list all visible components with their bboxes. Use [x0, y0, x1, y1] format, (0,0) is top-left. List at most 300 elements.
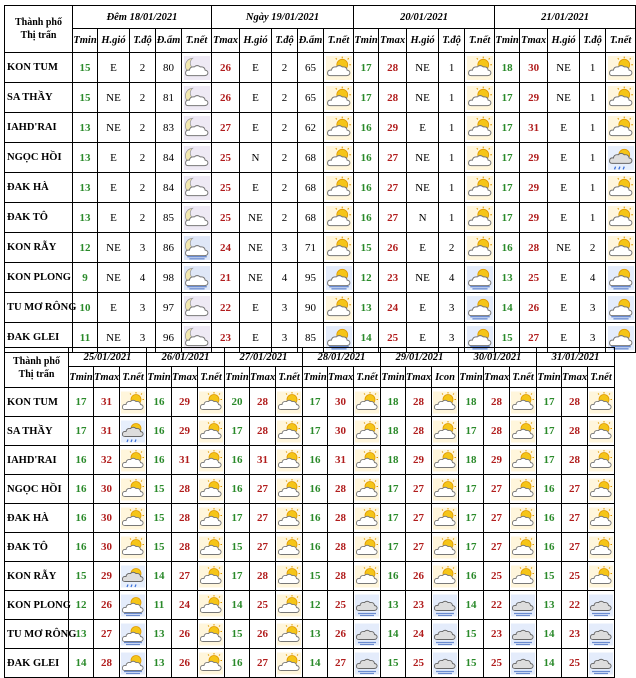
table-row — [5, 203, 636, 233]
sun-cloud-icon — [433, 507, 457, 530]
weather-icon-cell — [324, 53, 354, 83]
tmax-value: 23 — [562, 620, 588, 649]
tmin-value: 14 — [381, 620, 406, 649]
weather-icon-cell — [198, 504, 225, 533]
column-header: T.nết — [510, 367, 537, 388]
tmin-value: 16 — [459, 562, 484, 591]
cloud-fog-icon — [433, 652, 457, 675]
humidity: 71 — [298, 233, 324, 263]
wind-speed: 2 — [130, 53, 156, 83]
sun-cloud-icon — [355, 536, 379, 559]
sun-fog-icon — [608, 296, 634, 320]
weather-icon-cell — [588, 446, 615, 475]
humidity: 83 — [156, 113, 182, 143]
weather-icon-cell — [182, 293, 212, 323]
wind-speed: 1 — [439, 203, 465, 233]
weather-icon-cell — [606, 203, 636, 233]
wind-direction: NE — [407, 173, 439, 203]
sun-cloud-icon — [199, 449, 223, 472]
sun-cloud-icon — [589, 536, 613, 559]
tmax-value: 25 — [406, 649, 432, 678]
wind-speed: 2 — [272, 113, 298, 143]
table-row — [5, 53, 636, 83]
weather-icon-cell — [324, 263, 354, 293]
sun-fog-icon — [608, 326, 634, 350]
humidity: 85 — [156, 203, 182, 233]
city-name: IAHD'RAI — [5, 446, 69, 475]
tmax-value: 25 — [212, 143, 240, 173]
weather-icon-cell — [276, 417, 303, 446]
weather-icon-cell — [510, 388, 537, 417]
tmin-value: 15 — [303, 562, 328, 591]
sun-cloud-icon — [326, 176, 352, 200]
tmax-value: 29 — [172, 417, 198, 446]
sun-cloud-icon — [433, 391, 457, 414]
tmin-value: 16 — [354, 173, 379, 203]
tmax-value: 28 — [379, 83, 407, 113]
sun-cloud-icon — [511, 420, 535, 443]
tmax-value: 22 — [212, 293, 240, 323]
humidity: 85 — [298, 323, 324, 353]
wind-speed: 2 — [130, 113, 156, 143]
tmin-value: 15 — [459, 620, 484, 649]
wind-speed: 2 — [272, 203, 298, 233]
tmax-value: 24 — [172, 591, 198, 620]
tmin-value: 17 — [537, 388, 562, 417]
cloud-fog-icon — [511, 623, 535, 646]
weather-icon-cell — [120, 388, 147, 417]
weather-icon-cell — [606, 113, 636, 143]
tmax-value: 28 — [562, 388, 588, 417]
tmin-value: 13 — [69, 620, 94, 649]
wind-direction: NE — [98, 233, 130, 263]
city-name: ĐAK GLEI — [5, 649, 69, 678]
weather-icon-cell — [182, 263, 212, 293]
column-header: Tmax — [172, 367, 198, 388]
city-name: ĐAK GLEI — [5, 323, 73, 353]
column-header: T.nết — [182, 29, 212, 53]
tmin-value: 20 — [225, 388, 250, 417]
tmax-value: 28 — [562, 446, 588, 475]
tmax-value: 28 — [484, 388, 510, 417]
column-header: Tmax — [406, 367, 432, 388]
cloud-fog-icon — [433, 623, 457, 646]
tmin-value: 16 — [303, 475, 328, 504]
night-cloud-icon — [184, 326, 210, 350]
tmax-value: 27 — [562, 504, 588, 533]
sun-cloud-icon — [199, 623, 223, 646]
wind-speed: 3 — [272, 233, 298, 263]
tmax-value: 28 — [562, 417, 588, 446]
wind-speed: 1 — [580, 203, 606, 233]
tmax-value: 28 — [172, 475, 198, 504]
humidity: 62 — [298, 113, 324, 143]
tmax-value: 21 — [212, 263, 240, 293]
wind-speed: 1 — [580, 173, 606, 203]
tmin-value: 12 — [303, 591, 328, 620]
tmin-value: 16 — [537, 504, 562, 533]
weather-icon-cell — [182, 83, 212, 113]
tmin-value: 15 — [147, 504, 172, 533]
column-header: Tmin — [381, 367, 406, 388]
weather-icon-cell — [354, 620, 381, 649]
table-row — [5, 446, 615, 475]
wind-speed: 3 — [439, 323, 465, 353]
tmin-value: 16 — [69, 533, 94, 562]
tmin-value: 17 — [495, 173, 520, 203]
wind-speed: 2 — [130, 143, 156, 173]
weather-icon-cell — [510, 475, 537, 504]
wind-direction: NE — [240, 263, 272, 293]
weather-icon-cell — [182, 233, 212, 263]
weather-icon-cell — [432, 591, 459, 620]
tmax-value: 25 — [379, 323, 407, 353]
tmax-value: 25 — [250, 591, 276, 620]
tmin-value: 15 — [73, 53, 98, 83]
night-cloud-icon — [184, 116, 210, 140]
weather-icon-cell — [354, 504, 381, 533]
sun-cloud-icon — [608, 116, 634, 140]
tmax-value: 24 — [379, 293, 407, 323]
tmin-value: 16 — [69, 446, 94, 475]
table-row — [5, 533, 615, 562]
sun-cloud-icon — [326, 86, 352, 110]
weather-icon-cell — [276, 446, 303, 475]
city-column-header — [5, 6, 73, 53]
date-group-header: 20/01/2021 — [354, 6, 495, 29]
wind-speed: 2 — [130, 83, 156, 113]
city-header-line1: Thành phố — [13, 355, 60, 367]
tmin-value: 17 — [459, 533, 484, 562]
wind-direction: NE — [98, 263, 130, 293]
wind-speed: 3 — [580, 293, 606, 323]
tmin-value: 15 — [225, 620, 250, 649]
tmax-value: 27 — [172, 562, 198, 591]
wind-speed: 2 — [272, 53, 298, 83]
wind-speed: 2 — [439, 233, 465, 263]
tmin-value: 17 — [225, 504, 250, 533]
column-header: T.nết — [198, 367, 225, 388]
tmax-value: 25 — [328, 591, 354, 620]
humidity: 80 — [156, 53, 182, 83]
weather-icon-cell — [324, 143, 354, 173]
weather-icon-cell — [354, 562, 381, 591]
tmin-value: 17 — [495, 143, 520, 173]
wind-direction: E — [240, 293, 272, 323]
weather-icon-cell — [432, 504, 459, 533]
tmax-value: 31 — [94, 388, 120, 417]
date-group-header: 27/01/2021 — [225, 348, 303, 367]
sun-cloud-icon — [511, 565, 535, 588]
tmin-value: 15 — [354, 233, 379, 263]
weather-icon-cell — [182, 113, 212, 143]
city-name: TU MƠ RÔNG — [5, 293, 73, 323]
tmax-value: 27 — [250, 504, 276, 533]
tmax-value: 26 — [172, 620, 198, 649]
city-name: ĐAK TÔ — [5, 203, 73, 233]
cloud-fog-icon — [433, 594, 457, 617]
column-header: Tmax — [328, 367, 354, 388]
weather-icon-cell — [606, 233, 636, 263]
sun-cloud-icon — [589, 420, 613, 443]
tmax-value: 29 — [94, 562, 120, 591]
weather-icon-cell — [276, 620, 303, 649]
wind-direction: E — [548, 173, 580, 203]
tmax-value: 24 — [212, 233, 240, 263]
weather-icon-cell — [465, 83, 495, 113]
sun-fog-icon — [467, 266, 493, 290]
tmin-value: 18 — [459, 388, 484, 417]
column-header: T.nết — [606, 29, 636, 53]
wind-direction: E — [98, 293, 130, 323]
tmin-value: 16 — [537, 533, 562, 562]
tmin-value: 17 — [459, 475, 484, 504]
tmax-value: 31 — [520, 113, 548, 143]
sun-cloud-icon — [121, 478, 145, 501]
weather-icon-cell — [354, 649, 381, 678]
sun-fog-icon — [121, 623, 145, 646]
sun-cloud-icon — [511, 449, 535, 472]
city-name: KON RẪY — [5, 233, 73, 263]
weather-icon-cell — [510, 591, 537, 620]
tmax-value: 30 — [94, 533, 120, 562]
column-header: Tmin — [459, 367, 484, 388]
column-header: T.nết — [588, 367, 615, 388]
tmax-value: 26 — [406, 562, 432, 591]
column-header: Tmin — [69, 367, 94, 388]
tmax-value: 30 — [94, 504, 120, 533]
weather-icon-cell — [465, 53, 495, 83]
tmax-value: 24 — [406, 620, 432, 649]
weather-icon-cell — [465, 233, 495, 263]
tmax-value: 29 — [484, 446, 510, 475]
tmax-value: 28 — [328, 504, 354, 533]
weather-icon-cell — [198, 446, 225, 475]
city-name: KON TUM — [5, 53, 73, 83]
column-header: Tmin — [495, 29, 520, 53]
tmin-value: 18 — [381, 446, 406, 475]
humidity: 65 — [298, 83, 324, 113]
sun-rain-icon — [121, 565, 145, 588]
tmax-value: 29 — [406, 446, 432, 475]
wind-speed: 2 — [272, 83, 298, 113]
column-header: Tmax — [484, 367, 510, 388]
tmax-value: 27 — [94, 620, 120, 649]
wind-speed: 4 — [130, 263, 156, 293]
weather-icon-cell — [324, 293, 354, 323]
humidity: 97 — [156, 293, 182, 323]
sun-cloud-icon — [355, 565, 379, 588]
weather-icon-cell — [198, 591, 225, 620]
weather-icon-cell — [588, 475, 615, 504]
tmin-value: 16 — [225, 475, 250, 504]
sun-cloud-icon — [121, 507, 145, 530]
sun-cloud-icon — [199, 565, 223, 588]
date-group-header: 25/01/2021 — [69, 348, 147, 367]
weather-icon-cell — [276, 388, 303, 417]
cloud-fog-icon — [511, 652, 535, 675]
city-name: ĐAK HÀ — [5, 173, 73, 203]
sun-cloud-icon — [467, 116, 493, 140]
tmax-value: 30 — [94, 475, 120, 504]
tmin-value: 16 — [147, 417, 172, 446]
weather-icon-cell — [120, 417, 147, 446]
tmax-value: 29 — [520, 203, 548, 233]
weather-icon-cell — [432, 417, 459, 446]
cloud-fog-icon — [589, 652, 613, 675]
cloud-fog-icon — [355, 594, 379, 617]
wind-direction: NE — [98, 323, 130, 353]
sun-cloud-icon — [608, 236, 634, 260]
wind-speed: 1 — [580, 83, 606, 113]
night-cloud-icon — [184, 206, 210, 230]
weather-icon-cell — [120, 504, 147, 533]
weather-icon-cell — [432, 475, 459, 504]
humidity: 95 — [298, 263, 324, 293]
sun-cloud-icon — [199, 536, 223, 559]
city-name: KON PLONG — [5, 591, 69, 620]
column-header: Tmin — [225, 367, 250, 388]
sun-cloud-icon — [199, 507, 223, 530]
wind-direction: E — [407, 113, 439, 143]
wind-direction: NE — [548, 233, 580, 263]
wind-speed: 3 — [272, 293, 298, 323]
tmin-value: 13 — [303, 620, 328, 649]
sun-cloud-icon — [326, 116, 352, 140]
column-header: H.gió — [98, 29, 130, 53]
tmin-value: 13 — [73, 203, 98, 233]
tmax-value: 31 — [172, 446, 198, 475]
sun-cloud-icon — [199, 391, 223, 414]
city-name: ĐAK HÀ — [5, 504, 69, 533]
tmin-value: 14 — [354, 323, 379, 353]
weather-icon-cell — [354, 533, 381, 562]
sun-fog-icon — [608, 266, 634, 290]
tmin-value: 15 — [225, 533, 250, 562]
sun-cloud-icon — [355, 478, 379, 501]
column-header: Đ.ẩm — [298, 29, 324, 53]
weather-icon-cell — [182, 143, 212, 173]
sun-cloud-icon — [199, 652, 223, 675]
tmin-value: 16 — [303, 504, 328, 533]
tmax-value: 27 — [379, 203, 407, 233]
tmin-value: 13 — [73, 113, 98, 143]
tmin-value: 17 — [537, 446, 562, 475]
sun-cloud-icon — [326, 56, 352, 80]
sun-cloud-icon — [277, 652, 301, 675]
tmax-value: 27 — [406, 504, 432, 533]
city-name: KON TUM — [5, 388, 69, 417]
humidity: 68 — [298, 143, 324, 173]
tmax-value: 25 — [562, 649, 588, 678]
sun-cloud-icon — [589, 391, 613, 414]
tmax-value: 28 — [328, 533, 354, 562]
column-header: T.độ — [580, 29, 606, 53]
weather-icon-cell — [276, 533, 303, 562]
weather-icon-cell — [588, 504, 615, 533]
tmax-value: 26 — [212, 83, 240, 113]
tmin-value: 16 — [495, 233, 520, 263]
wind-speed: 1 — [439, 143, 465, 173]
tmin-value: 13 — [354, 293, 379, 323]
sun-cloud-icon — [433, 478, 457, 501]
sun-cloud-icon — [277, 478, 301, 501]
sun-cloud-icon — [277, 623, 301, 646]
wind-speed: 1 — [439, 53, 465, 83]
column-header: H.gió — [548, 29, 580, 53]
date-group-header: 28/01/2021 — [303, 348, 381, 367]
city-name: ĐAK TÔ — [5, 533, 69, 562]
tmax-value: 28 — [250, 388, 276, 417]
wind-speed: 1 — [580, 53, 606, 83]
cloud-fog-icon — [511, 594, 535, 617]
wind-speed: 3 — [439, 293, 465, 323]
wind-direction: N — [407, 203, 439, 233]
tmax-value: 27 — [379, 173, 407, 203]
tmin-value: 16 — [354, 143, 379, 173]
wind-speed: 4 — [272, 263, 298, 293]
tmax-value: 27 — [484, 475, 510, 504]
wind-direction: E — [240, 53, 272, 83]
wind-speed: 2 — [580, 233, 606, 263]
sun-cloud-icon — [433, 420, 457, 443]
column-header: Tmax — [520, 29, 548, 53]
sun-cloud-icon — [277, 391, 301, 414]
column-header: Tmax — [379, 29, 407, 53]
column-header: Icon — [432, 367, 459, 388]
sun-cloud-icon — [199, 420, 223, 443]
tmax-value: 23 — [406, 591, 432, 620]
table-row — [5, 388, 615, 417]
weather-icon-cell — [182, 173, 212, 203]
city-header-line1: Thành phố — [15, 17, 62, 28]
tmin-value: 13 — [73, 143, 98, 173]
sun-cloud-icon — [511, 478, 535, 501]
tmin-value: 11 — [147, 591, 172, 620]
humidity: 68 — [298, 173, 324, 203]
table-row — [5, 83, 636, 113]
weather-icon-cell — [510, 649, 537, 678]
sun-cloud-icon — [467, 176, 493, 200]
sun-cloud-icon — [277, 449, 301, 472]
weather-icon-cell — [120, 446, 147, 475]
tmin-value: 17 — [303, 417, 328, 446]
tmin-value: 10 — [73, 293, 98, 323]
weather-icon-cell — [198, 388, 225, 417]
sun-cloud-icon — [121, 536, 145, 559]
sun-fog-icon — [467, 326, 493, 350]
wind-direction: NE — [548, 83, 580, 113]
weather-icon-cell — [198, 620, 225, 649]
tmin-value: 18 — [495, 53, 520, 83]
tmin-value: 17 — [495, 113, 520, 143]
wind-direction: E — [407, 233, 439, 263]
tmin-value: 13 — [147, 649, 172, 678]
cloud-fog-icon — [589, 594, 613, 617]
wind-direction: NE — [548, 53, 580, 83]
tmax-value: 25 — [212, 173, 240, 203]
wind-speed: 1 — [580, 143, 606, 173]
tmin-value: 14 — [495, 293, 520, 323]
tmin-value: 16 — [354, 113, 379, 143]
column-header: Tmin — [147, 367, 172, 388]
sun-cloud-icon — [608, 86, 634, 110]
tmin-value: 17 — [303, 388, 328, 417]
column-header: Tmin — [303, 367, 328, 388]
sun-rain-icon — [608, 146, 634, 170]
weather-icon-cell — [588, 562, 615, 591]
weather-icon-cell — [510, 446, 537, 475]
